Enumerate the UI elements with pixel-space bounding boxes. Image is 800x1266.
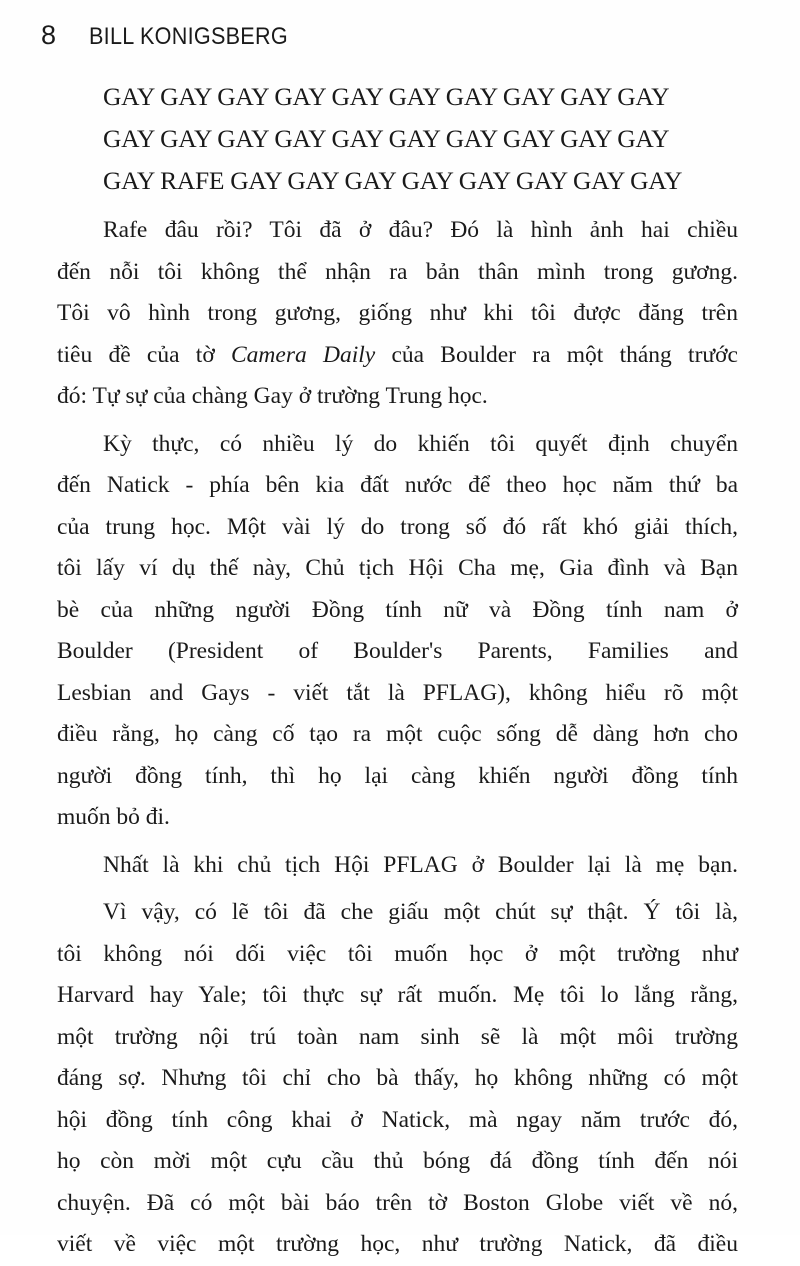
- paragraph: [57, 210, 738, 418]
- text-line: chuyện. Đã có một bài báo trên tờ Boston Globe viết về nó,: [57, 1189, 738, 1216]
- text-line: một trường nội trú toàn nam sinh sẽ là một môi trường: [57, 1023, 738, 1050]
- page-number: 8: [41, 20, 57, 50]
- text-line: muốn bỏ đi.: [57, 804, 170, 830]
- epigraph-line: GAY GAY GAY GAY GAY GAY GAY GAY GAY GAY: [103, 82, 670, 111]
- text-line: đáng sợ. Nhưng tôi chỉ cho bà thấy, họ không những có một: [57, 1065, 738, 1091]
- epigraph-line: GAY RAFE GAY GAY GAY GAY GAY GAY GAY GAY: [103, 166, 683, 195]
- text-line: của trung học. Một vài lý do trong số đó rất khó giải thích,: [57, 513, 738, 540]
- text-segment: của Boulder ra một tháng trước: [375, 341, 738, 368]
- epigraph-line: GAY GAY GAY GAY GAY GAY GAY GAY GAY GAY: [103, 124, 670, 153]
- text-line: điều rằng, họ càng cố tạo ra một cuộc sống dễ dàng hơn cho: [57, 721, 738, 747]
- text-segment: tiêu đề của tờ: [57, 341, 231, 368]
- text-line: họ còn mời một cựu cầu thủ bóng đá đồng tính đến nói: [57, 1148, 738, 1174]
- text-line: Boulder (President of Boulder's Parents, Families and: [57, 638, 738, 664]
- paragraph: [57, 845, 738, 887]
- text-line: Vì vậy, có lẽ tôi đã che giấu một chút sự thật. Ý tôi là,: [103, 899, 738, 925]
- text-line: đến nỗi tôi không thể nhận ra bản thân mình trong gương.: [57, 258, 738, 285]
- page-header: [0, 18, 800, 58]
- text-line-with-italic: [57, 335, 738, 377]
- text-line: Kỳ thực, có nhiều lý do khiến tôi quyết định chuyển: [103, 430, 738, 457]
- paragraph: [57, 892, 738, 1266]
- body-text: [57, 210, 738, 1266]
- text-line: Rafe đâu rồi? Tôi đã ở đâu? Đó là hình ảnh hai chiều: [103, 217, 738, 243]
- paragraph: [57, 424, 738, 839]
- running-head-author: BILL KONIGSBERG: [89, 23, 288, 50]
- text-line: Nhất là khi chủ tịch Hội PFLAG ở Boulder lại là mẹ bạn.: [103, 851, 738, 878]
- text-line: tôi lấy ví dụ thế này, Chủ tịch Hội Cha mẹ, Gia đình và Bạn: [57, 555, 738, 581]
- text-line: Harvard hay Yale; tôi thực sự rất muốn. Mẹ tôi lo lắng rằng,: [57, 982, 738, 1008]
- text-line: viết về việc một trường học, như trường Natick, đã điều: [57, 1231, 738, 1257]
- text-line: người đồng tính, thì họ lại càng khiến người đồng tính: [57, 762, 738, 789]
- text-line: Lesbian and Gays - viết tắt là PFLAG), không hiểu rõ một: [57, 679, 738, 706]
- text-line: hội đồng tính công khai ở Natick, mà ngay năm trước đó,: [57, 1106, 738, 1133]
- text-line: bè của những người Đồng tính nữ và Đồng tính nam ở: [57, 596, 738, 623]
- text-line: Tôi vô hình trong gương, giống như khi tôi được đăng trên: [57, 300, 738, 326]
- epigraph: [103, 76, 743, 202]
- text-line: đến Natick - phía bên kia đất nước để theo học năm thứ ba: [57, 472, 738, 498]
- text-line: tôi không nói dối việc tôi muốn học ở một trường như: [57, 940, 738, 967]
- newspaper-title: Camera Daily: [231, 341, 376, 368]
- text-line: đó: Tự sự của chàng Gay ở trường Trung học.: [57, 383, 488, 409]
